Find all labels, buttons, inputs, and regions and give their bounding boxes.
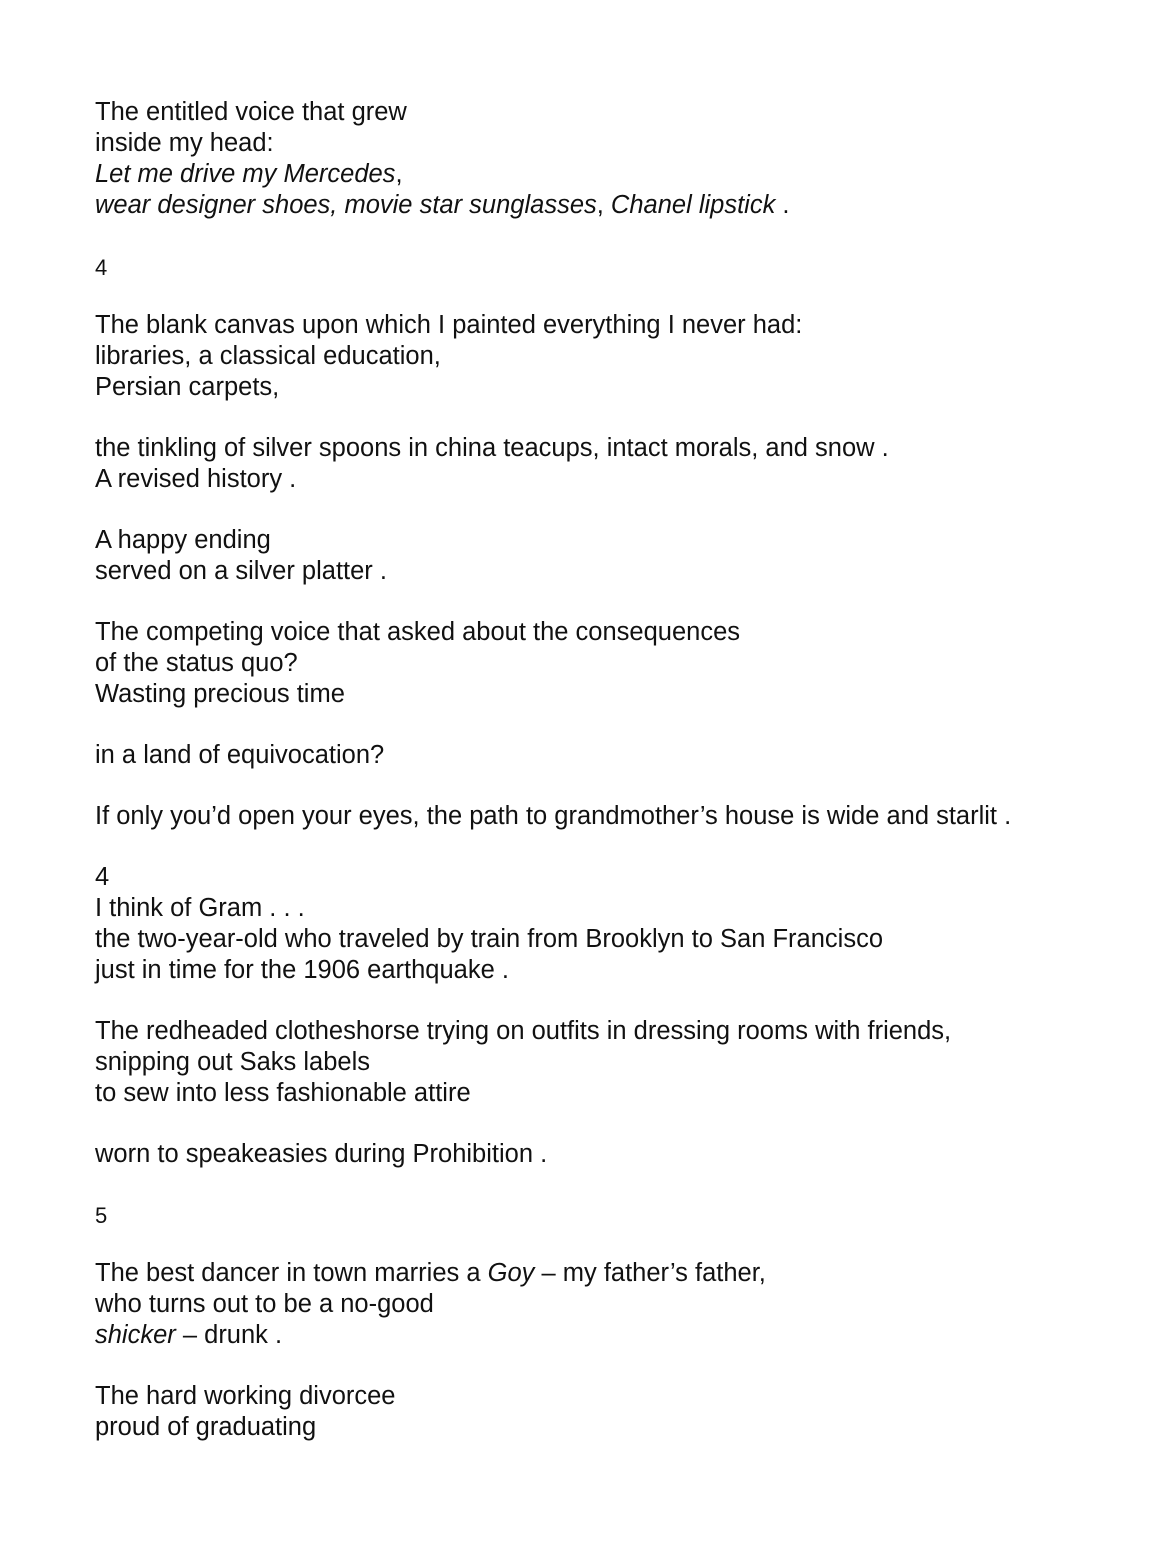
line-text: libraries, a classical education, bbox=[95, 342, 441, 370]
poem-line bbox=[95, 128, 274, 159]
line-text: who turns out to be a no-good bbox=[95, 1290, 434, 1318]
poem-line bbox=[95, 341, 441, 372]
line-text: just in time for the 1906 earthquake . bbox=[95, 956, 509, 984]
line-text: the tinkling of silver spoons in china teacups, intact morals, and snow . bbox=[95, 434, 889, 462]
poem-line bbox=[95, 1412, 316, 1443]
poem-line bbox=[95, 679, 345, 710]
line-text: A happy ending bbox=[95, 526, 271, 554]
line-text: A revised history . bbox=[95, 465, 297, 493]
poem-line bbox=[95, 1381, 395, 1412]
poem-line bbox=[95, 525, 271, 556]
poem-line bbox=[95, 190, 790, 221]
line-text: the two-year-old who traveled by train from Brooklyn to San Francisco bbox=[95, 925, 884, 953]
line-text: in a land of equivocation? bbox=[95, 741, 385, 769]
poem-line bbox=[95, 740, 384, 771]
line-text: If only you’d open your eyes, the path to grandmother’s house is wide and starlit . bbox=[95, 802, 1012, 830]
poem-line bbox=[95, 372, 279, 403]
poem-line bbox=[95, 433, 889, 464]
line-text: to sew into less fashionable attire bbox=[95, 1079, 471, 1107]
poem-line bbox=[95, 159, 403, 190]
line-text: The redheaded clotheshorse trying on outfits in dressing rooms with friends, bbox=[95, 1017, 952, 1045]
poem-line bbox=[95, 801, 1011, 832]
line-text: inside my head: bbox=[95, 129, 274, 157]
line-text: Persian carpets, bbox=[95, 373, 280, 401]
italic-text: wear designer shoes, movie star sunglasses bbox=[95, 191, 597, 219]
line-text: snipping out Saks labels bbox=[95, 1048, 371, 1076]
line-text: of the status quo? bbox=[95, 649, 298, 677]
poem-line bbox=[95, 893, 305, 924]
line-text: The hard working divorcee bbox=[95, 1382, 396, 1410]
line-text: The entitled voice that grew bbox=[95, 98, 407, 126]
line-text: – drunk . bbox=[175, 1321, 283, 1349]
poem-line bbox=[95, 648, 298, 679]
line-text: . bbox=[775, 191, 790, 219]
poem-line bbox=[95, 1047, 370, 1078]
poem-line bbox=[95, 1320, 282, 1351]
line-text: The competing voice that asked about the consequences bbox=[95, 618, 741, 646]
italic-text: Goy bbox=[487, 1259, 535, 1287]
section-number bbox=[95, 862, 109, 893]
section-number bbox=[95, 252, 107, 283]
section-number-text: 5 bbox=[95, 1203, 108, 1228]
line-text: I think of Gram . . . bbox=[95, 894, 305, 922]
poem-line bbox=[95, 97, 407, 128]
poem-line bbox=[95, 1139, 547, 1170]
section-number bbox=[95, 1200, 107, 1231]
poem-line bbox=[95, 1078, 471, 1109]
italic-text: Let me drive my Mercedes bbox=[95, 160, 396, 188]
line-text: served on a silver platter . bbox=[95, 557, 387, 585]
line-text: – my father’s father, bbox=[534, 1259, 766, 1287]
section-number-text: 4 bbox=[95, 863, 110, 891]
poem-line bbox=[95, 1016, 951, 1047]
italic-text: Chanel lipstick bbox=[610, 191, 776, 219]
poem-line bbox=[95, 955, 509, 986]
poem-line bbox=[95, 1289, 434, 1320]
line-text: , bbox=[596, 191, 611, 219]
section-number-text: 4 bbox=[95, 255, 108, 280]
poem-line bbox=[95, 464, 296, 495]
line-text: The best dancer in town marries a bbox=[95, 1259, 488, 1287]
poem-line bbox=[95, 556, 387, 587]
line-text: Wasting precious time bbox=[95, 680, 345, 708]
italic-text: shicker bbox=[95, 1321, 176, 1349]
poem-line bbox=[95, 1258, 766, 1289]
line-text: , bbox=[395, 160, 403, 188]
line-text: worn to speakeasies during Prohibition . bbox=[95, 1140, 548, 1168]
poem-line bbox=[95, 310, 802, 341]
line-text: The blank canvas upon which I painted everything I never had: bbox=[95, 311, 803, 339]
poem-line bbox=[95, 617, 740, 648]
poem-line bbox=[95, 924, 883, 955]
line-text: proud of graduating bbox=[95, 1413, 317, 1441]
